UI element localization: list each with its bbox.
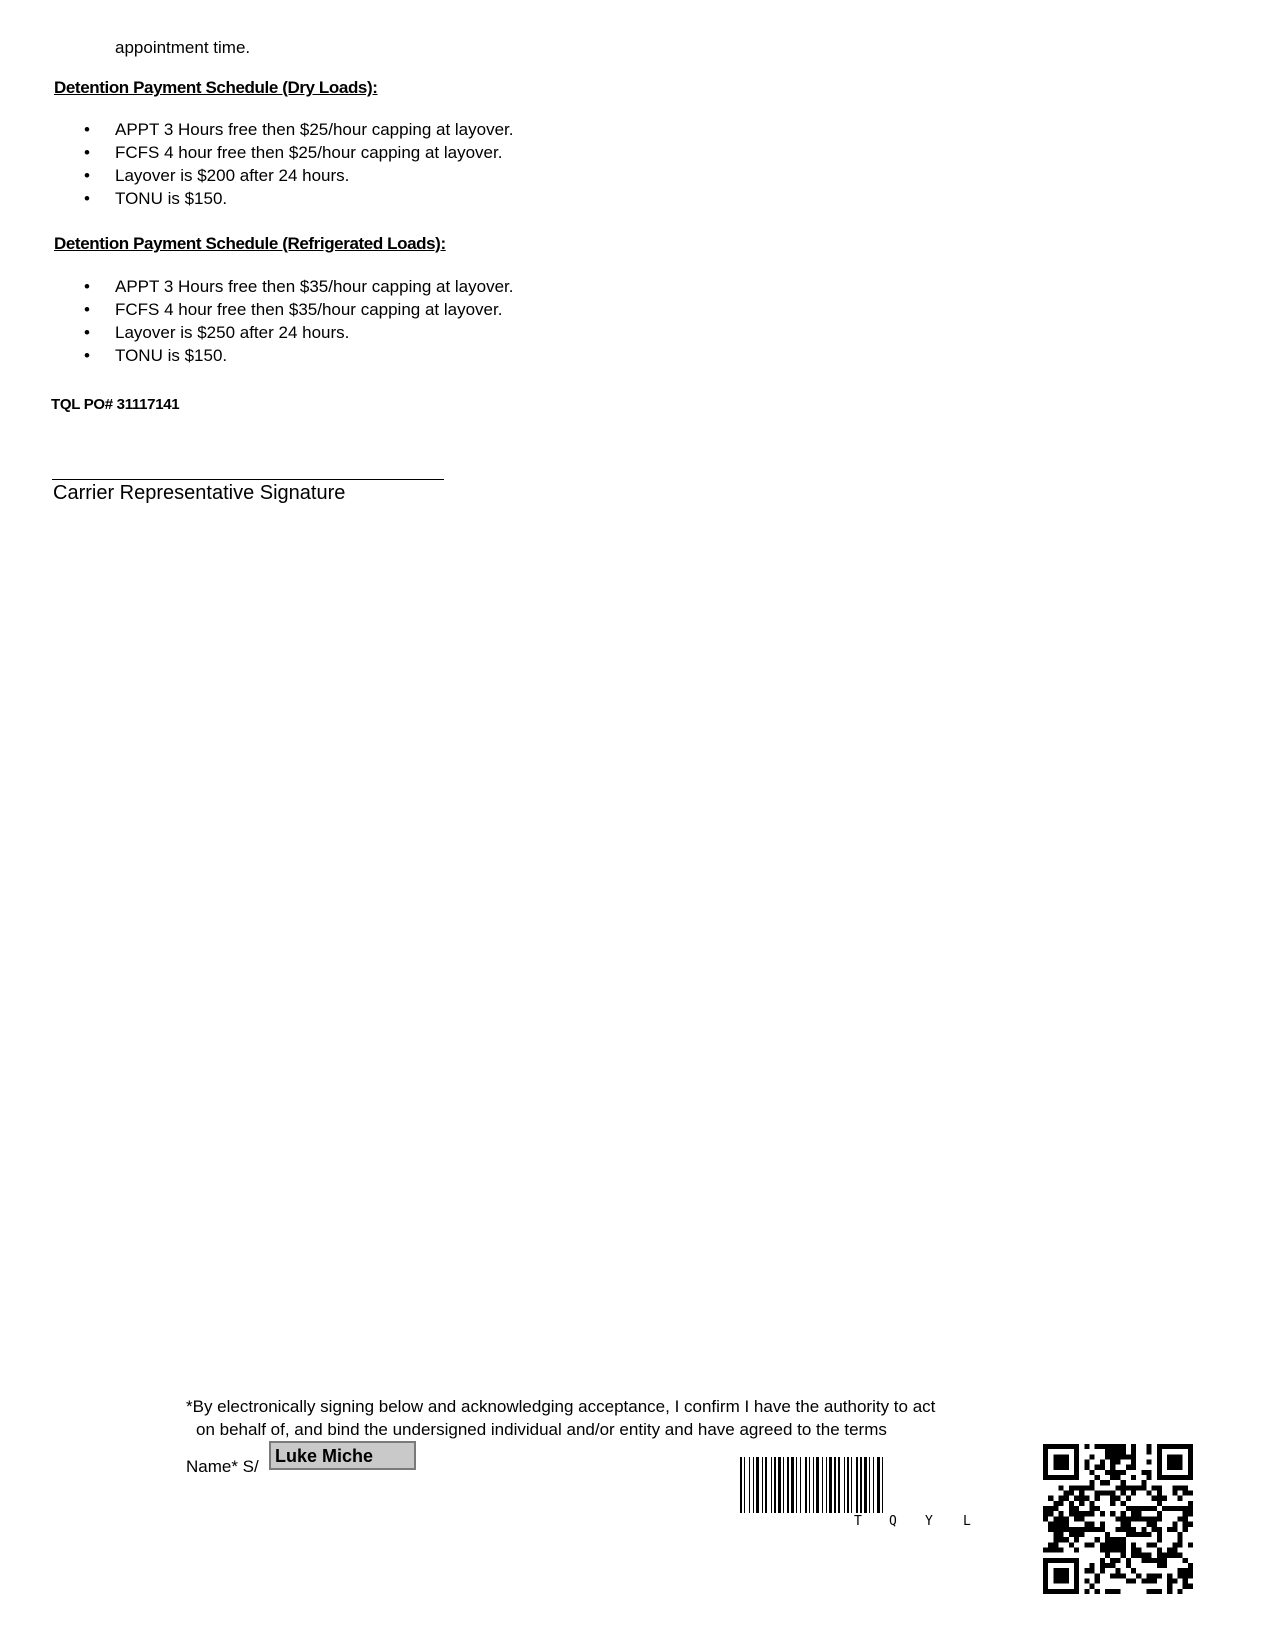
bullet-icon: • [84, 166, 90, 185]
list-item: • Layover is $200 after 24 hours. [84, 166, 350, 185]
name-input[interactable]: Luke Miche [269, 1441, 416, 1470]
refrigerated-loads-heading: Detention Payment Schedule (Refrigerated Loads): [54, 234, 446, 253]
list-item: • Layover is $250 after 24 hours. [84, 323, 350, 342]
list-item: • FCFS 4 hour free then $35/hour capping at layover. [84, 300, 503, 319]
bullet-icon: • [84, 143, 90, 162]
name-label: Name* S/ [186, 1457, 259, 1476]
bullet-icon: • [84, 189, 90, 208]
dry-loads-heading: Detention Payment Schedule (Dry Loads): [54, 78, 378, 97]
intro-continuation: appointment time. [115, 38, 251, 57]
signature-label: Carrier Representative Signature [53, 482, 346, 504]
barcode [740, 1457, 1020, 1513]
barcode-label: T Q Y L [854, 1514, 971, 1529]
list-item: • APPT 3 Hours free then $25/hour capping at layover. [84, 120, 514, 139]
signature-line[interactable] [52, 479, 444, 480]
list-item: • TONU is $150. [84, 189, 228, 208]
bullet-icon: • [84, 346, 90, 365]
refrigerated-loads-list [84, 275, 514, 367]
qr-code [1043, 1444, 1193, 1594]
bullet-icon: • [84, 300, 90, 319]
esign-disclaimer-line1: *By electronically signing below and acknowledging acceptance, I confirm I have the authority to act [186, 1397, 936, 1416]
bullet-icon: • [84, 120, 90, 139]
list-item: • FCFS 4 hour free then $25/hour capping at layover. [84, 143, 503, 162]
list-item: • TONU is $150. [84, 346, 228, 365]
po-number: TQL PO# 31117141 [51, 396, 180, 413]
bullet-icon: • [84, 323, 90, 342]
dry-loads-list [84, 118, 514, 210]
bullet-icon: • [84, 277, 90, 296]
list-item: • APPT 3 Hours free then $35/hour capping at layover. [84, 277, 514, 296]
esign-disclaimer-line2: on behalf of, and bind the undersigned individual and/or entity and have agreed to the terms [196, 1420, 887, 1439]
